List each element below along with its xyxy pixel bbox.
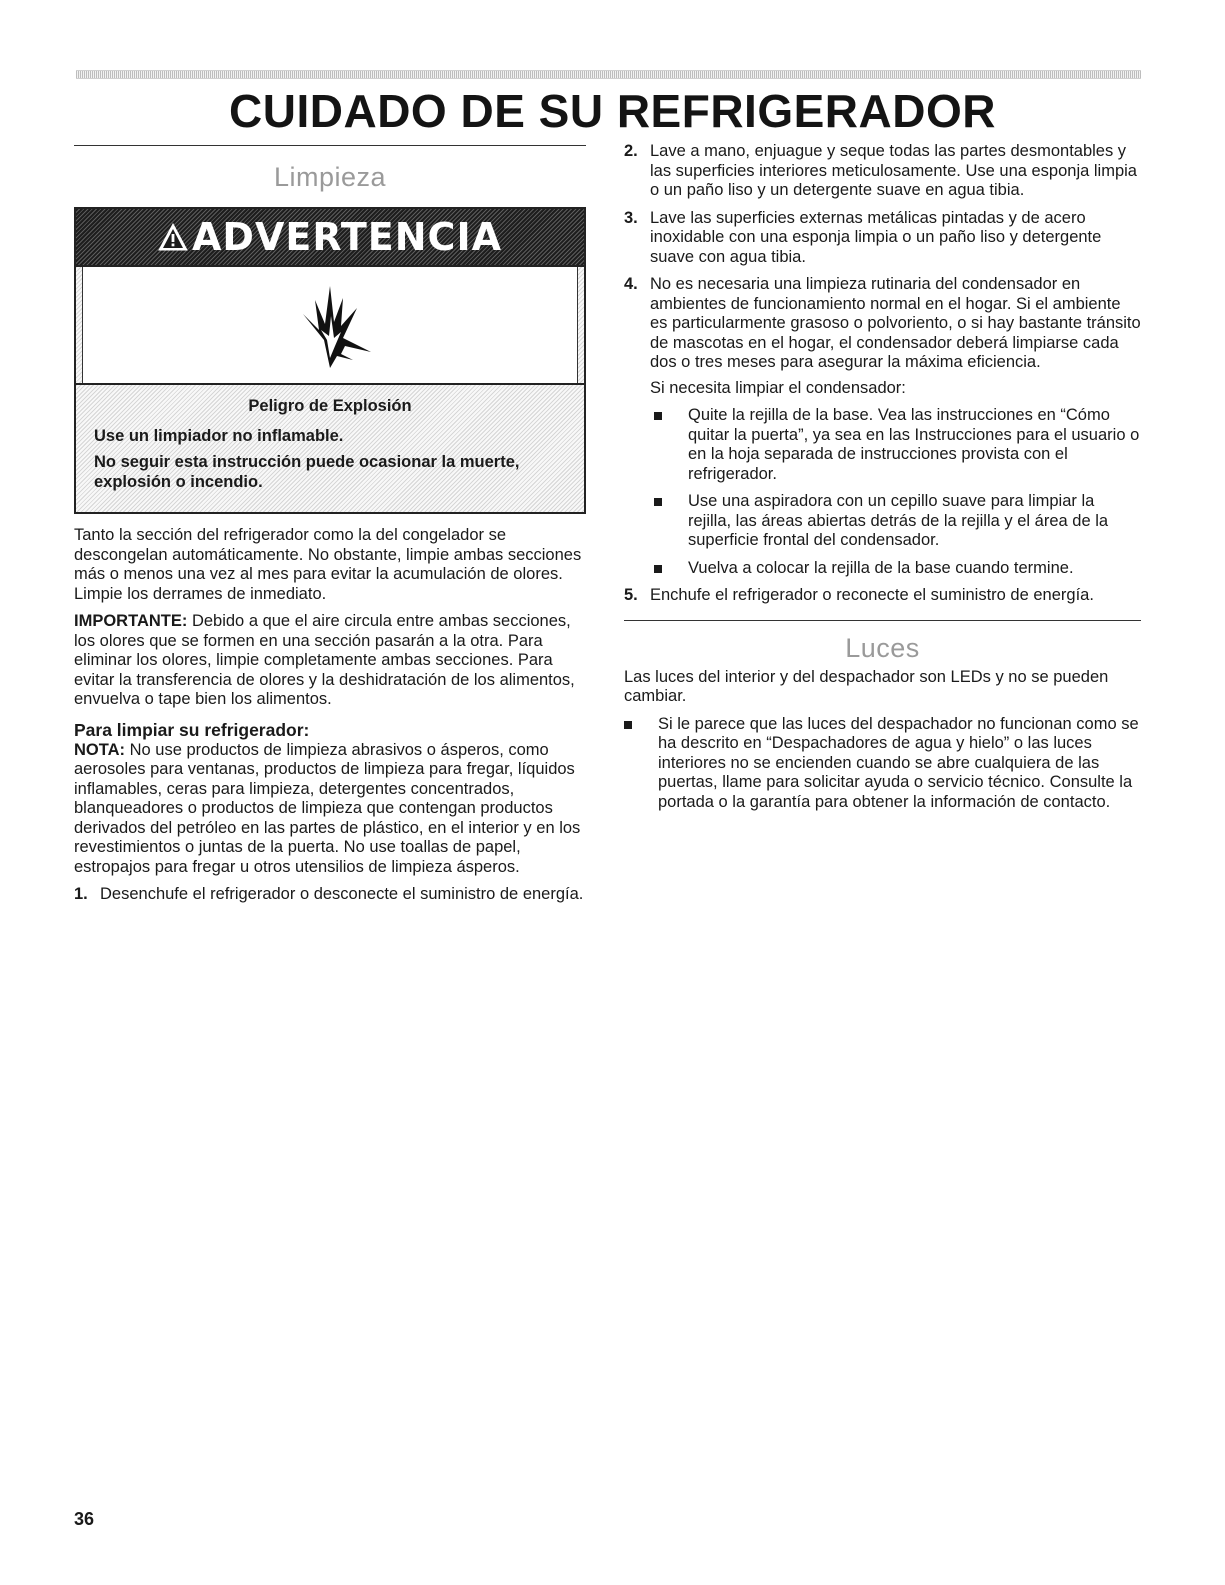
bullet-text: Si le parece que las luces del despachador no funcionan como se ha descrito en “Despachadores de agua y hielo” o las luces interiores no se encienden cuando se abre cualquiera de las puertas, llame para solicitar ayuda o servicio técnico. Consulte la portada o la garantía para obtener la información de contacto. (658, 714, 1139, 811)
right-column (624, 142, 1141, 812)
step-number: 2. (624, 142, 638, 160)
bullet-square-icon (650, 492, 688, 551)
page-number: 36 (74, 1509, 95, 1529)
note-label: NOTA: (74, 740, 126, 759)
bullet-item (650, 559, 1141, 579)
warning-banner (76, 209, 584, 267)
note-text: No use productos de limpieza abrasivos o ásperos, como aerosoles para ventanas, productos de limpieza para fregar, líquidos inflamables, ceras para limpieza, detergentes concentrados, blanqueadores o productos de limpieza que contengan productos derivados del petróleo en las partes de plástico, en el interior y en los revestimientos o juntas de la puerta. No use toallas de papel, estropajos para fregar u otros utensilios de limpieza ásperos. (74, 740, 581, 876)
step-text: Desenchufe el refrigerador o desconecte el suministro de energía. (100, 885, 584, 903)
step-number: 5. (624, 586, 638, 604)
left-column (74, 145, 586, 905)
step-text: Lave a mano, enjuague y seque todas las partes desmontables y las superficies interiores meticulosamente. Use una esponja limpia o un paño liso y un detergente suave en agua tibia. (650, 142, 1137, 199)
warning-pictogram-row (76, 267, 584, 385)
warning-title: Peligro de Explosión (248, 397, 412, 415)
explosion-pictogram (82, 267, 578, 383)
section-divider (74, 145, 586, 146)
step-item (74, 885, 586, 905)
luces-heading: Luces (845, 632, 920, 663)
warning-triangle-icon (158, 222, 188, 252)
bullet-text: Use una aspiradora con un cepillo suave para limpiar la rejilla, las áreas abiertas detrás de la rejilla y el área de la superficie frontal del condensador. (688, 492, 1109, 549)
important-label: IMPORTANTE: (74, 612, 188, 630)
bullet-item (650, 406, 1141, 484)
page-title: CUIDADO DE SU REFRIGERADOR (229, 85, 996, 137)
step-item (624, 209, 1141, 268)
step-text: No es necesaria una limpieza rutinaria del condensador en ambientes de funcionamiento normal en el hogar. Si el ambiente es particularmente grasoso o polvoriento, o si hay bastante tránsito de mascotas en el hogar, el condensador deberá limpiarse cada dos o tres meses para asegurar la máxima eficiencia. (650, 275, 1141, 371)
limpieza-heading: Limpieza (273, 162, 387, 192)
important-paragraph (74, 612, 586, 710)
bullet-square-icon (624, 715, 658, 813)
bullet-text: Vuelva a colocar la rejilla de la base cuando termine. (688, 558, 1074, 577)
step-item (624, 586, 1141, 606)
step-text: Enchufe el refrigerador o reconecte el suministro de energía. (650, 586, 1094, 604)
bullet-text: Quite la rejilla de la base. Vea las instrucciones en “Cómo quitar la puerta”, ya sea en las Instrucciones para el usuario o en la hoja separada de instrucciones provista con el refrigerador. (688, 406, 1140, 483)
step-number: 3. (624, 208, 638, 227)
section-divider (624, 620, 1141, 621)
warning-line-1: Use un limpiador no inflamable. (94, 427, 344, 445)
condenser-intro: Si necesita limpiar el condensador: (650, 378, 906, 397)
warning-text-block (76, 385, 584, 512)
step-item (624, 142, 1141, 201)
intro-paragraph: Tanto la sección del refrigerador como la del congelador se descongelan automáticamente. No obstante, limpie ambas secciones más o menos una vez al mes para evitar la acumulación de olores. Limpie los derrames de inmediato. (74, 526, 582, 603)
important-text: Debido a que el aire circula entre ambas secciones, los olores que se formen en una sección pasarán a la otra. Para eliminar los olores, limpie completamente ambas secciones. Para evitar la transferencia de olores y la deshidratación de los alimentos, envuelva o tape bien los alimentos. (74, 612, 575, 708)
bullet-item (624, 715, 1141, 813)
step-text: Lave las superficies externas metálicas pintadas y de acero inoxidable con una esponja limpia o un paño liso y detergente suave con agua tibia. (650, 208, 1102, 266)
top-decorative-rule (76, 70, 1141, 79)
bullet-square-icon (650, 406, 688, 484)
luces-intro: Las luces del interior y del despachador son LEDs y no se pueden cambiar. (624, 667, 1109, 705)
step-number: 1. (74, 885, 88, 903)
explosion-icon (285, 280, 375, 370)
note-paragraph (74, 741, 586, 878)
cleaning-subheading: Para limpiar su refrigerador: (74, 719, 310, 740)
step-item (624, 275, 1141, 373)
bullet-square-icon (650, 559, 688, 579)
warning-banner-text: ADVERTENCIA (192, 215, 502, 259)
step-number: 4. (624, 275, 638, 293)
warning-box (74, 207, 586, 514)
bullet-item (650, 492, 1141, 551)
warning-line-2: No seguir esta instrucción puede ocasionar la muerte, explosión o incendio. (94, 453, 520, 491)
